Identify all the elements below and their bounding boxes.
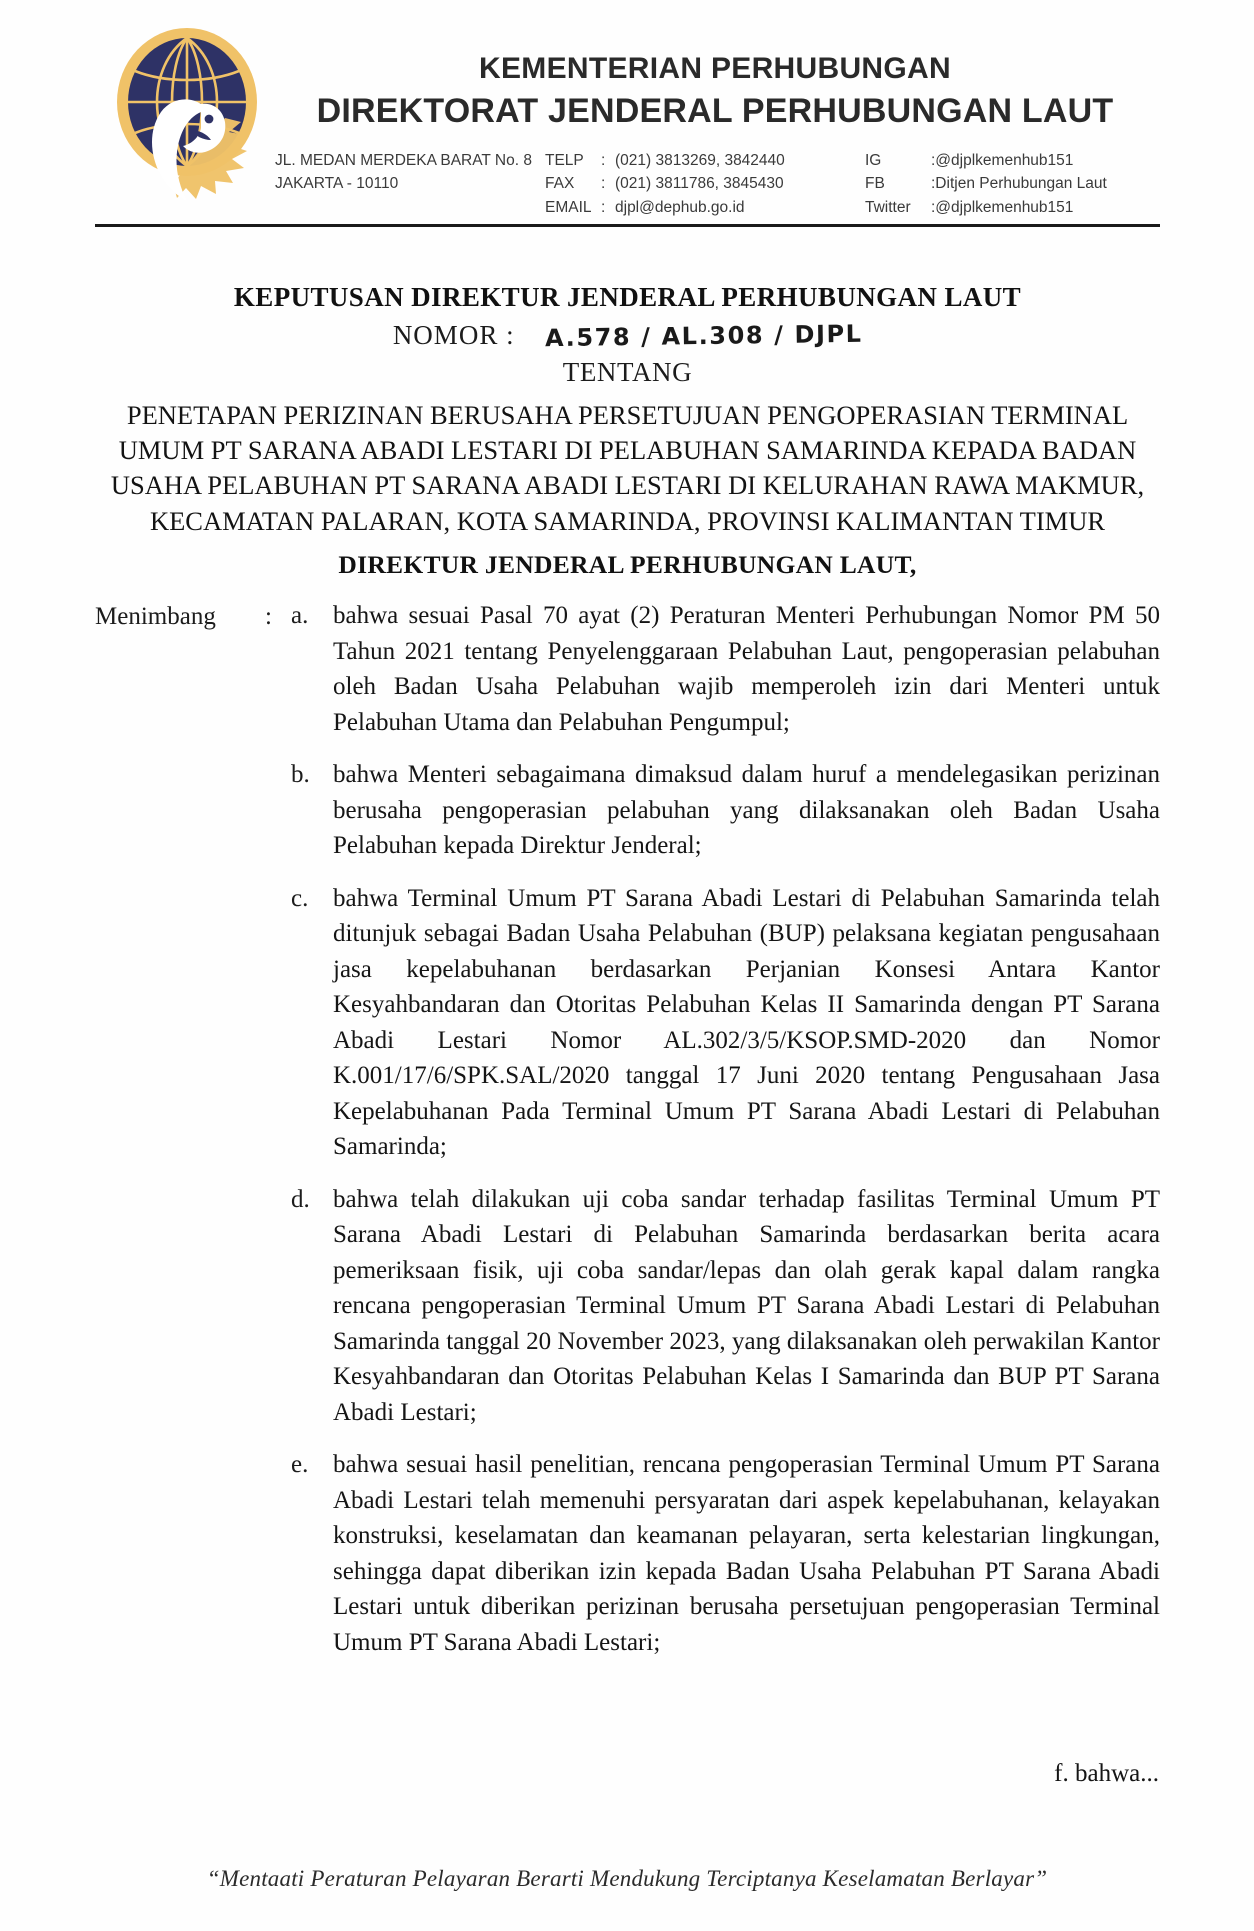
nomor-label: NOMOR : (392, 320, 515, 350)
menimbang-items (291, 598, 1160, 1677)
fax-label: FAX (545, 175, 575, 193)
instagram-label: IG (865, 152, 882, 169)
email-label: EMAIL (545, 198, 592, 216)
item-text-a: bahwa sesuai Pasal 70 ayat (2) Peraturan Menteri Perhubungan Nomor PM 50 Tahun 2021 tentang Penyelenggaraan Pelabuhan Laut, pengoperasian pelabuhan oleh Badan Usaha Pelabuhan wajib memperoleh izin dari Menteri untuk Pelabuhan Utama dan Pelabuhan Pengumpul; (333, 602, 1160, 736)
item-text-e: bahwa sesuai hasil penelitian, rencana pengoperasian Terminal Umum PT Sarana Abadi Lestari telah memenuhi persyaratan dari aspek kepelabuhanan, kelayakan konstruksi, keselamatan dan keamanan pelayaran, serta kelestarian lingkungan, sehingga dapat diberikan izin kepada Badan Usaha Pelabuhan PT Sarana Abadi Lestari untuk diberikan perizinan berusaha persetujuan pengoperasian Terminal Umum PT Sarana Abadi Lestari; (333, 1451, 1160, 1656)
letterhead-titles (270, 52, 1160, 131)
page-continuation-note: f. bahwa... (1054, 1760, 1159, 1787)
footer-motto: “Mentaati Peraturan Pelayaran Berarti Mendukung Terciptanya Keselamatan Berlayar” (206, 1866, 1048, 1891)
menimbang-row (95, 598, 1160, 1677)
item-marker-c: c. (291, 884, 309, 912)
subject-line-4: KECAMATAN PALARAN, KOTA SAMARINDA, PROVINSI KALIMANTAN TIMUR (149, 505, 1106, 536)
item-text-b: bahwa Menteri sebagaimana dimaksud dalam huruf a mendelegasikan perizinan berusaha pengoperasian pelabuhan yang dilaksanakan oleh Badan Usaha Pelabuhan kepada Direktur Jenderal; (333, 761, 1160, 859)
item-text-d: bahwa telah dilakukan uji coba sandar terhadap fasilitas Terminal Umum PT Sarana Abadi Lestari di Pelabuhan Samarinda berdasarkan berita acara pemeriksaan fisik, uji coba sandar/lepas dan olah gerak kapal dalam rangka rencana pengoperasian Terminal Umum PT Sarana Abadi Lestari di Pelabuhan Samarinda tanggal 20 November 2023, yang dilaksanakan oleh perwakilan Kantor Kesyahbandaran dan Otoritas Pelabuhan Kelas I Samarinda dan BUP PT Sarana Abadi Lestari; (333, 1185, 1160, 1426)
djpl-globe-dolphin-logo (105, 26, 270, 211)
letterhead-contact-block (275, 150, 1155, 220)
decree-number-row (95, 320, 1160, 351)
letterhead-divider (95, 224, 1160, 227)
email-value: djpl@dephub.go.id (615, 198, 745, 216)
authority-heading: DIREKTUR JENDERAL PERHUBUNGAN LAUT, (338, 550, 917, 579)
item-marker-d: d. (291, 1185, 310, 1213)
fax-value: (021) 3811786, 3845430 (615, 175, 784, 193)
menimbang-section (95, 598, 1160, 1677)
telp-value: (021) 3813269, 3842440 (615, 152, 785, 169)
list-item (291, 881, 1160, 1165)
item-marker-a: a. (291, 602, 309, 629)
telp-colon: : (601, 152, 606, 169)
ministry-name: KEMENTERIAN PERHUBUNGAN (479, 52, 951, 85)
letterhead (95, 22, 1160, 227)
contact-row-fax (275, 173, 1107, 196)
subject-line-2: UMUM PT SARANA ABADI LESTARI DI PELABUHAN SAMARINDA KEPADA BADAN (118, 435, 1137, 466)
item-text-c: bahwa Terminal Umum PT Sarana Abadi Lestari di Pelabuhan Samarinda telah ditunjuk sebagai Badan Usaha Pelabuhan (BUP) pelaksana kegiatan pengusahaan jasa kepelabuhanan berdasarkan Perjanian Konsesi Antara Kantor Kesyahbandaran dan Otoritas Pelabuhan Kelas II Samarinda dengan PT Sarana Abadi Lestari Nomor AL.302/3/5/KSOP.SMD-2020 dan Nomor K.001/17/6/SPK.SAL/2020 tanggal 17 Juni 2020 tentang Pengusahaan Jasa Kepelabuhanan Pada Terminal Umum PT Sarana Abadi Lestari di Pelabuhan Samarinda; (333, 884, 1160, 1160)
twitter-label: Twitter (865, 198, 911, 216)
email-colon: : (601, 198, 606, 216)
menimbang-label: Menimbang (95, 603, 216, 630)
contact-row-telp (275, 150, 1107, 173)
list-item (291, 598, 1160, 740)
decree-title: KEPUTUSAN DIREKTUR JENDERAL PERHUBUNGAN LAUT (233, 282, 1022, 312)
decree-heading-block (95, 282, 1160, 388)
item-marker-e: e. (291, 1451, 309, 1478)
item-marker-b: b. (291, 761, 310, 788)
facebook-label: FB (865, 175, 885, 193)
facebook-handle: :Ditjen Perhubungan Laut (931, 175, 1107, 193)
fax-colon: : (601, 175, 606, 193)
telp-label: TELP (545, 152, 584, 169)
contact-row-email (275, 197, 1107, 220)
list-item (291, 757, 1160, 864)
subject-line-3: USAHA PELABUHAN PT SARANA ABADI LESTARI DI KELURAHAN RAWA MAKMUR, (110, 470, 1145, 501)
address-line-2: JAKARTA - 10110 (275, 175, 399, 193)
tentang-label: TENTANG (562, 357, 693, 387)
menimbang-colon: : (265, 603, 272, 630)
twitter-handle: :@djplkemenhub151 (931, 198, 1074, 216)
directorate-name: DIREKTORAT JENDERAL PERHUBUNGAN LAUT (316, 92, 1114, 130)
instagram-handle: :@djplkemenhub151 (931, 152, 1074, 169)
decree-subject (95, 398, 1160, 539)
list-item (291, 1447, 1160, 1660)
list-item (291, 1182, 1160, 1431)
subject-line-1: PENETAPAN PERIZINAN BERUSAHA PERSETUJUAN PENGOPERASIAN TERMINAL (126, 400, 1129, 430)
address-line-1: JL. MEDAN MERDEKA BARAT No. 8 (275, 152, 532, 169)
nomor-handwritten-value: A.578 / AL.308 / DJPL (544, 319, 863, 353)
address-spacer (275, 197, 545, 220)
